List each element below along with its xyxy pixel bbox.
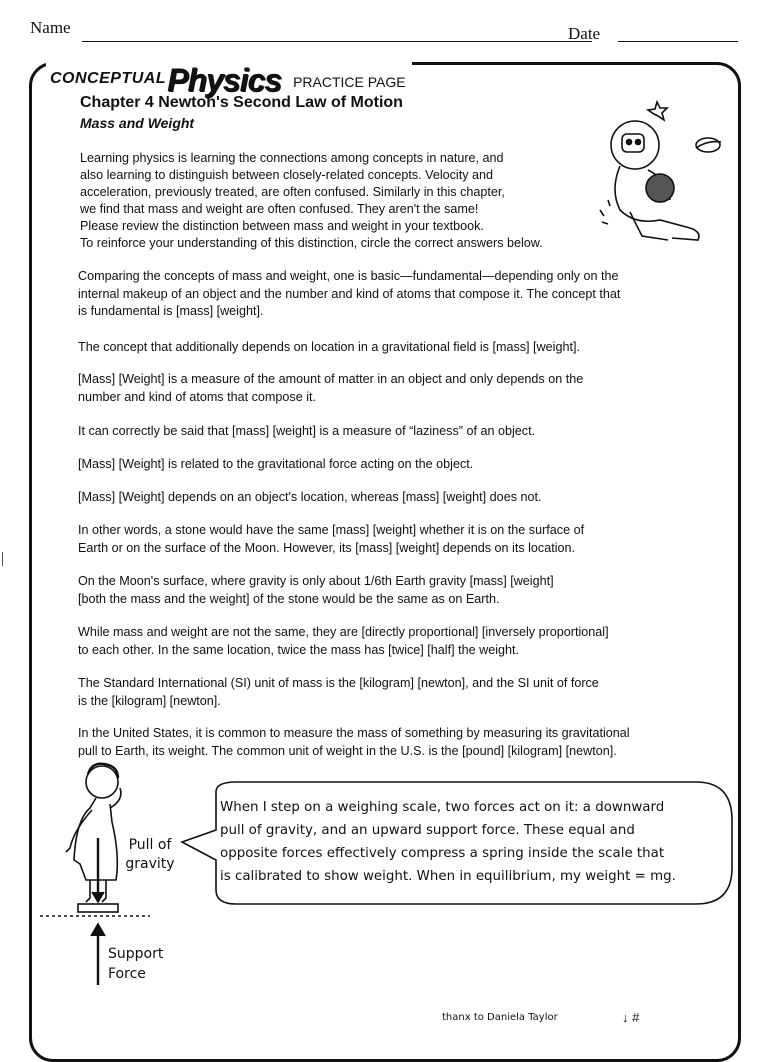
question-line: It can correctly be said that [mass] [weight] is a measure of “laziness” of an object. <box>78 424 536 438</box>
question-line: [both the mass and the weight] of the stone would be the same as on Earth. <box>78 591 500 606</box>
intro-line: acceleration, previously treated, are often confused. Similarly in this chapter, <box>80 185 505 199</box>
question-line: to each other. In the same location, twice the mass has [twice] [half] the weight. <box>78 642 520 657</box>
question-line: [Mass] [Weight] depends on an object's location, whereas [mass] [weight] does not. <box>78 490 542 504</box>
question-2 <box>78 339 728 357</box>
question-line: In the United States, it is common to measure the mass of something by measuring its gravitational <box>78 726 630 740</box>
question-line: is fundamental is [mass] [weight]. <box>78 304 264 318</box>
footer-credit: thanx to Daniela Taylor <box>442 1012 558 1023</box>
question-line: The concept that additionally depends on location in a gravitational field is [mass] [weight]. <box>78 340 580 354</box>
astronaut-illustration <box>590 100 730 250</box>
support-label-line: Force <box>108 966 146 982</box>
question-line: Earth or on the surface of the Moon. However, its [mass] [weight] depends on its location. <box>78 540 576 555</box>
pull-label-line: Pull of <box>128 837 172 853</box>
pull-of-gravity-label <box>118 836 182 874</box>
question-7 <box>78 522 728 557</box>
speech-bubble-text <box>220 796 725 888</box>
intro-line: we find that mass and weight are often confused. They aren't the same! <box>80 202 479 216</box>
date-label: Date <box>568 24 601 43</box>
question-line: While mass and weight are not the same, they are [directly proportional] [inversely proportional] <box>78 625 609 639</box>
support-force-label <box>108 944 163 984</box>
page-header <box>30 14 738 48</box>
question-line: In other words, a stone would have the same [mass] [weight] whether it is on the surface of <box>78 523 585 537</box>
intro-line: also learning to distinguish between closely-related concepts. Velocity and <box>80 168 494 182</box>
section-subtitle: Mass and Weight <box>80 115 195 131</box>
question-line: Comparing the concepts of mass and weight, one is basic—fundamental—depending only on the <box>78 269 619 283</box>
bubble-line: pull of gravity, and an upward support force. These equal and <box>220 823 635 838</box>
question-5 <box>78 456 728 474</box>
bubble-line: is calibrated to show weight. When in equilibrium, my weight = mg. <box>220 869 676 884</box>
practice-page-label: PRACTICE PAGE <box>293 74 406 90</box>
question-8 <box>78 573 728 608</box>
date-field-line[interactable] <box>618 41 738 42</box>
question-line: [Mass] [Weight] is a measure of the amount of matter in an object and only depends on the <box>78 372 584 386</box>
brand-logo <box>46 56 412 96</box>
margin-mark <box>2 552 3 566</box>
question-line: is the [kilogram] [newton]. <box>78 693 221 708</box>
name-field-line[interactable] <box>82 41 592 42</box>
question-1 <box>78 268 728 321</box>
intro-paragraph <box>80 150 620 252</box>
pull-label-line: gravity <box>125 856 175 872</box>
question-9 <box>78 624 728 659</box>
footer-mark: ↓ # <box>622 1010 640 1025</box>
question-line: pull to Earth, its weight. The common unit of weight in the U.S. is the [pound] [kilogram] [newton]. <box>78 743 617 758</box>
bubble-line: When I step on a weighing scale, two forces act on it: a downward <box>220 800 665 815</box>
question-line: On the Moon's surface, where gravity is only about 1/6th Earth gravity [mass] [weight] <box>78 574 554 588</box>
brand-physics: Physics <box>167 62 282 98</box>
question-line: The Standard International (SI) unit of mass is the [kilogram] [newton], and the SI unit of force <box>78 676 599 690</box>
name-label: Name <box>30 18 71 37</box>
question-line: internal makeup of an object and the number and kind of atoms that compose it. The concept that <box>78 286 621 301</box>
question-line: [Mass] [Weight] is related to the gravitational force acting on the object. <box>78 457 474 471</box>
question-line: number and kind of atoms that compose it. <box>78 389 317 404</box>
question-4 <box>78 423 728 441</box>
chapter-title: Chapter 4 Newton's Second Law of Motion <box>80 94 403 111</box>
bubble-line: opposite forces effectively compress a spring inside the scale that <box>220 846 665 861</box>
question-10 <box>78 675 728 710</box>
intro-line: Learning physics is learning the connections among concepts in nature, and <box>80 151 504 165</box>
question-11 <box>78 725 728 760</box>
support-label-line: Support <box>108 946 164 962</box>
brand-conceptual: CONCEPTUAL <box>50 70 167 87</box>
question-6 <box>78 489 728 507</box>
intro-line: To reinforce your understanding of this distinction, circle the correct answers below. <box>80 236 543 250</box>
question-3 <box>78 371 728 406</box>
intro-line: Please review the distinction between mass and weight in your textbook. <box>80 219 484 233</box>
